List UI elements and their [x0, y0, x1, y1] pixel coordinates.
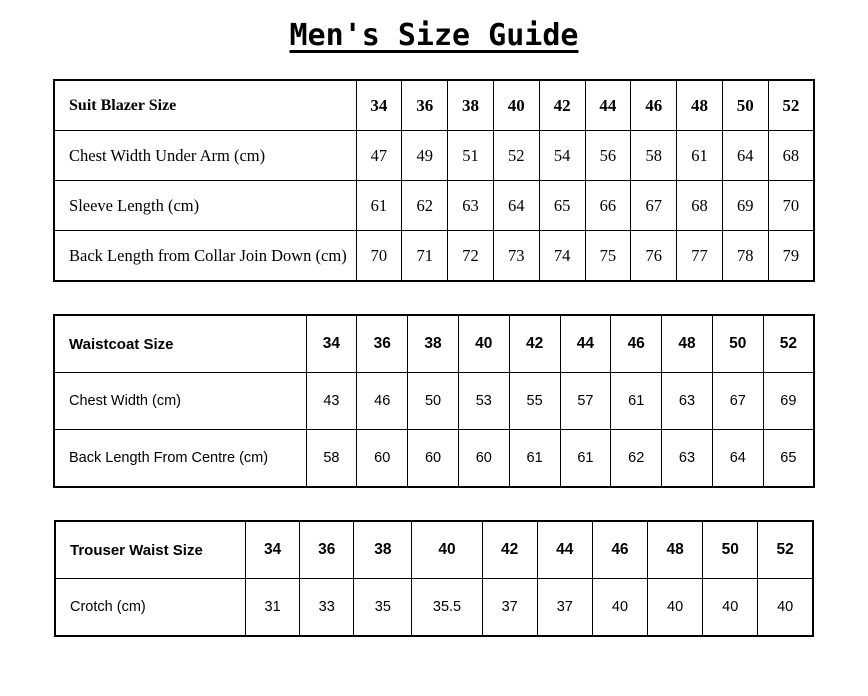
data-cell: 40	[592, 579, 647, 637]
data-cell: 46	[357, 373, 408, 430]
table-row	[55, 579, 813, 637]
table-row	[54, 181, 814, 231]
data-cell: 65	[763, 430, 814, 488]
size-header-cell: 50	[712, 315, 763, 373]
data-cell: 77	[677, 231, 723, 282]
data-cell: 63	[448, 181, 494, 231]
data-cell: 61	[356, 181, 402, 231]
size-header-cell: 52	[758, 521, 813, 579]
page-title: Men's Size Guide	[289, 18, 579, 53]
size-header-cell: 42	[482, 521, 537, 579]
data-cell: 62	[402, 181, 448, 231]
data-cell: 40	[703, 579, 758, 637]
data-cell: 33	[300, 579, 354, 637]
data-cell: 64	[712, 430, 763, 488]
data-cell: 64	[493, 181, 539, 231]
size-header-cell: 40	[493, 80, 539, 131]
data-cell: 35.5	[412, 579, 482, 637]
data-cell: 47	[356, 131, 402, 181]
data-cell: 35	[354, 579, 412, 637]
data-cell: 61	[677, 131, 723, 181]
data-cell: 68	[677, 181, 723, 231]
size-header-cell: 36	[357, 315, 408, 373]
data-cell: 40	[648, 579, 703, 637]
size-header-cell: 44	[537, 521, 592, 579]
data-cell: 68	[768, 131, 814, 181]
data-cell: 60	[458, 430, 509, 488]
size-header-cell: 44	[560, 315, 611, 373]
data-cell: 60	[408, 430, 459, 488]
trouser-waist-size-table	[54, 520, 814, 637]
data-cell: 75	[585, 231, 631, 282]
table-header-row	[54, 315, 814, 373]
size-header-cell: 52	[763, 315, 814, 373]
table-header-row	[54, 80, 814, 131]
data-cell: 64	[722, 131, 768, 181]
size-header-cell: 52	[768, 80, 814, 131]
table-header-row	[55, 521, 813, 579]
data-cell: 72	[448, 231, 494, 282]
data-cell: 63	[662, 430, 713, 488]
data-cell: 54	[539, 131, 585, 181]
size-header-cell: 36	[300, 521, 354, 579]
data-cell: 67	[631, 181, 677, 231]
size-header-cell: 38	[448, 80, 494, 131]
data-cell: 73	[493, 231, 539, 282]
row-label: Back Length From Centre (cm)	[54, 430, 306, 488]
data-cell: 31	[246, 579, 300, 637]
data-cell: 50	[408, 373, 459, 430]
data-cell: 76	[631, 231, 677, 282]
data-cell: 37	[537, 579, 592, 637]
data-cell: 40	[758, 579, 813, 637]
table-row	[54, 231, 814, 282]
data-cell: 60	[357, 430, 408, 488]
data-cell: 67	[712, 373, 763, 430]
table-row	[54, 373, 814, 430]
table-row	[54, 131, 814, 181]
data-cell: 79	[768, 231, 814, 282]
size-header-cell: 38	[408, 315, 459, 373]
data-cell: 62	[611, 430, 662, 488]
data-cell: 58	[631, 131, 677, 181]
size-header-cell: 38	[354, 521, 412, 579]
data-cell: 61	[509, 430, 560, 488]
data-cell: 63	[662, 373, 713, 430]
row-label: Back Length from Collar Join Down (cm)	[54, 231, 356, 282]
table-header-label: Trouser Waist Size	[55, 521, 246, 579]
size-header-cell: 40	[412, 521, 482, 579]
data-cell: 70	[356, 231, 402, 282]
data-cell: 51	[448, 131, 494, 181]
size-header-cell: 50	[703, 521, 758, 579]
size-header-cell: 48	[648, 521, 703, 579]
data-cell: 69	[763, 373, 814, 430]
size-header-cell: 50	[722, 80, 768, 131]
suit-blazer-size-table	[53, 79, 815, 282]
size-header-cell: 42	[539, 80, 585, 131]
row-label: Crotch (cm)	[55, 579, 246, 637]
data-cell: 70	[768, 181, 814, 231]
data-cell: 58	[306, 430, 357, 488]
data-cell: 37	[482, 579, 537, 637]
size-header-cell: 46	[631, 80, 677, 131]
data-cell: 69	[722, 181, 768, 231]
table-header-label: Suit Blazer Size	[54, 80, 356, 131]
data-cell: 53	[458, 373, 509, 430]
table-header-label: Waistcoat Size	[54, 315, 306, 373]
size-header-cell: 44	[585, 80, 631, 131]
size-header-cell: 40	[458, 315, 509, 373]
size-header-cell: 34	[246, 521, 300, 579]
size-header-cell: 34	[356, 80, 402, 131]
data-cell: 65	[539, 181, 585, 231]
data-cell: 43	[306, 373, 357, 430]
data-cell: 57	[560, 373, 611, 430]
size-header-cell: 46	[592, 521, 647, 579]
size-guide-page	[0, 18, 868, 696]
size-header-cell: 48	[677, 80, 723, 131]
size-header-cell: 42	[509, 315, 560, 373]
row-label: Chest Width Under Arm (cm)	[54, 131, 356, 181]
waistcoat-size-table	[53, 314, 815, 488]
data-cell: 52	[493, 131, 539, 181]
data-cell: 55	[509, 373, 560, 430]
row-label: Sleeve Length (cm)	[54, 181, 356, 231]
data-cell: 74	[539, 231, 585, 282]
data-cell: 61	[611, 373, 662, 430]
row-label: Chest Width (cm)	[54, 373, 306, 430]
data-cell: 71	[402, 231, 448, 282]
data-cell: 78	[722, 231, 768, 282]
data-cell: 66	[585, 181, 631, 231]
data-cell: 49	[402, 131, 448, 181]
table-row	[54, 430, 814, 488]
data-cell: 56	[585, 131, 631, 181]
size-tables-container	[0, 79, 868, 637]
data-cell: 61	[560, 430, 611, 488]
size-header-cell: 46	[611, 315, 662, 373]
size-header-cell: 34	[306, 315, 357, 373]
size-header-cell: 36	[402, 80, 448, 131]
size-header-cell: 48	[662, 315, 713, 373]
